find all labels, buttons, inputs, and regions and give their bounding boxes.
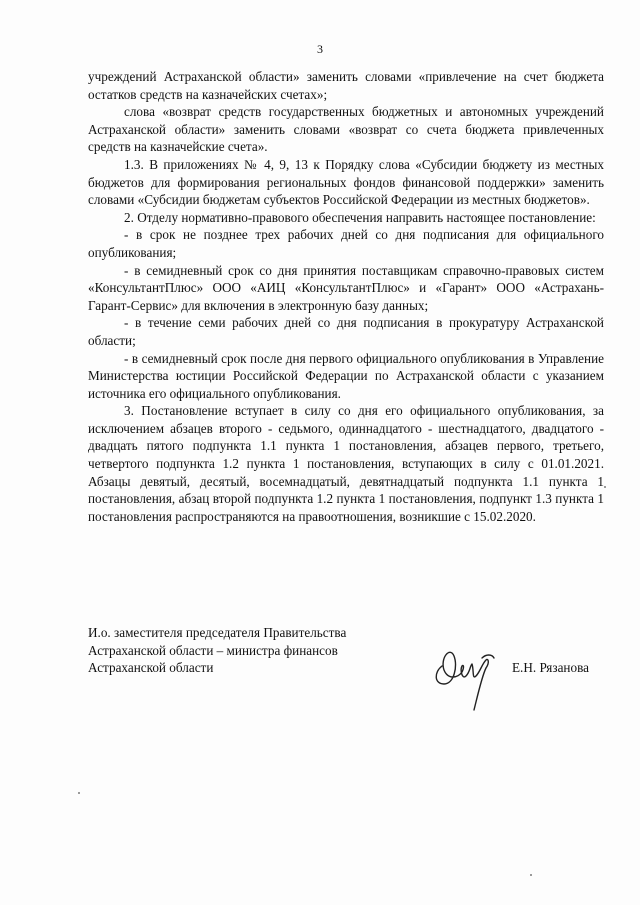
signer-title-line-3: Астраханской области bbox=[88, 660, 214, 676]
list-item-justice-ministry: - в семидневный срок после дня первого официального опубликования в Управление Министерства юстиции Российской Федерации по Астраханской области с указанием источника его официального опубликования. bbox=[88, 350, 604, 401]
paragraph-continuation: учреждений Астраханской области» заменить словами «привлечение на счет бюджета остатков средств на казначейских счетах»; bbox=[88, 69, 604, 102]
handwritten-signature bbox=[428, 636, 500, 716]
list-item-legal-systems: - в семидневный срок со дня принятия поставщикам справочно-правовых систем «КонсультантПлюс» ООО «АИЦ «КонсультантПлюс» и «Гарант» ООО «Астрахань-Гарант-Сервис» для включения в электронную базу данных; bbox=[88, 262, 604, 313]
signer-title-line-1: И.о. заместителя председателя Правительства bbox=[88, 625, 347, 640]
list-item-publication: - в срок не позднее трех рабочих дней со дня подписания для официального опубликования; bbox=[88, 227, 604, 260]
scan-speck bbox=[78, 792, 80, 794]
paragraph-1-3: 1.3. В приложениях № 4, 9, 13 к Порядку слова «Субсидии бюджету из местных бюджетов для формирования региональных фондов финансовой поддержки» заменить словами «Субсидии бюджетам субъектов Российской Федерации из местных бюджетов». bbox=[88, 156, 604, 208]
signer-title-line-2: Астраханской области – министра финансов bbox=[88, 642, 338, 658]
list-item-prosecutor: - в течение семи рабочих дней со дня подписания в прокуратуру Астраханской области; bbox=[88, 315, 604, 348]
scan-speck bbox=[604, 486, 606, 488]
signer-name: Е.Н. Рязанова bbox=[512, 660, 589, 675]
scan-speck bbox=[530, 874, 532, 876]
page-number: 3 bbox=[317, 42, 323, 56]
paragraph-3: 3. Постановление вступает в силу со дня его официального опубликования, за исключением абзацев второго - седьмого, одиннадцатого - шестнадцатого, двадцатого - двадцать пятого подпункта 1.1 пункта 1 постановления, абзацев первого, третьего, четвертого подпункта 1.2 пункта 1 постановления, вступающих в силу с 01.01.2021. Абзацы девятый, десятый, восемнадцатый, девятнадцатый подпункта 1.1 пункта 1 постановления, абзац второй подпункта 1.2 пункта 1 постановления, подпункт 1.3 пункта 1 постановления распространяются на правоотношения, возникшие с 15.02.2020. bbox=[88, 403, 604, 524]
paragraph-return-funds: слова «возврат средств государственных бюджетных и автономных учреждений Астраханской области» заменить словами «возврат со счета бюджета привлеченных средств на казначейские счета». bbox=[88, 104, 604, 155]
document-body bbox=[88, 68, 604, 525]
paragraph-2: 2. Отделу нормативно-правового обеспечения направить настоящее постановление: bbox=[124, 209, 596, 225]
